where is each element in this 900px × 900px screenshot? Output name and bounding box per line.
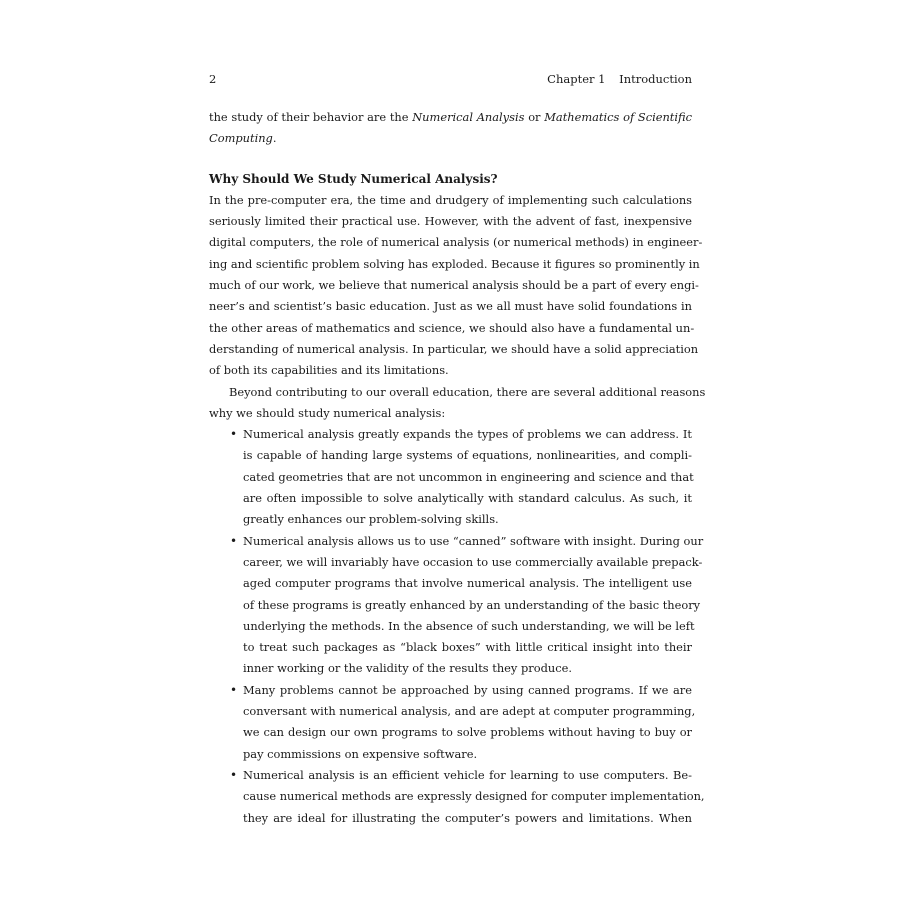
bullet-icon: •: [230, 682, 238, 697]
text-line: career, we will invariably have occasion to use commercially available prepack-: [243, 554, 703, 569]
text-line: Numerical analysis greatly expands the types of problems we can address. It: [243, 427, 692, 442]
term-computing: Computing: [209, 131, 273, 146]
bullet-icon: •: [230, 533, 238, 548]
paragraph-additional-reasons: [209, 382, 706, 425]
chapter-label: Chapter 1: [547, 72, 606, 86]
text-line: why we should study numerical analysis:: [209, 405, 446, 420]
text-line: inner working or the validity of the results they produce.: [243, 661, 572, 676]
text-line: [209, 107, 692, 128]
term-numerical-analysis: Numerical Analysis: [412, 110, 525, 124]
text-line: to treat such packages as “black boxes” with little critical insight into their: [243, 640, 692, 655]
chapter-heading: [547, 70, 692, 88]
text-span: or: [524, 110, 545, 124]
text-line: of these programs is greatly enhanced by an understanding of the basic theory: [243, 597, 701, 612]
text-line: aged computer programs that involve numerical analysis. The intelligent use: [243, 576, 692, 591]
list-item: [209, 680, 696, 765]
text-line: Numerical analysis is an efficient vehicle for learning to use computers. Be-: [243, 767, 692, 782]
text-line: digital computers, the role of numerical analysis (or numerical methods) in engineer-: [209, 235, 703, 250]
text-line: are often impossible to solve analytically with standard calculus. As such, it: [243, 491, 692, 506]
text-line: neer’s and scientist’s basic education. Just as we all must have solid foundations in: [209, 299, 692, 314]
text-line: of both its capabilities and its limitations.: [209, 363, 449, 378]
text-line: Many problems cannot be approached by using canned programs. If we are: [243, 682, 692, 697]
text-line: is capable of handing large systems of equations, nonlinearities, and compli-: [243, 448, 692, 463]
text-line: pay commissions on expensive software.: [243, 746, 478, 761]
text-line: we can design our own programs to solve problems without having to buy or: [243, 725, 692, 740]
text-line: much of our work, we believe that numerical analysis should be a part of every engi-: [209, 278, 699, 293]
text-span: .: [272, 131, 277, 146]
bullet-icon: •: [230, 427, 238, 442]
text-line: Numerical analysis allows us to use “canned” software with insight. During our: [243, 533, 704, 548]
running-head: [209, 70, 692, 88]
text-line: In the pre-computer era, the time and drudgery of implementing such calculations: [209, 192, 692, 207]
text-line: underlying the methods. In the absence of such understanding, we will be left: [243, 618, 695, 633]
text-line: cause numerical methods are expressly designed for computer implementation,: [243, 789, 705, 804]
text-line: they are ideal for illustrating the computer’s powers and limitations. When: [243, 810, 692, 825]
text-line: [209, 128, 692, 149]
text-line: Beyond contributing to our overall education, there are several additional reasons: [229, 384, 706, 399]
list-item: [209, 424, 692, 530]
text-line: conversant with numerical analysis, and are adept at computer programming,: [243, 704, 696, 719]
text-line: ing and scientific problem solving has exploded. Because it figures so prominently in: [209, 256, 700, 271]
text-line: the other areas of mathematics and science, we should also have a fundamental un-: [209, 320, 695, 335]
paragraph-pre-computer-era: [209, 190, 703, 382]
list-item: [209, 765, 705, 829]
list-item: [209, 531, 704, 680]
text-span: the study of their behavior are the: [209, 110, 413, 124]
reasons-list: [209, 424, 705, 829]
intro-paragraph: [209, 107, 692, 150]
text-line: greatly enhances our problem-solving skills.: [243, 512, 499, 527]
section-heading: Why Should We Study Numerical Analysis?: [209, 171, 498, 186]
text-line: cated geometries that are not uncommon in engineering and science and that: [243, 469, 694, 484]
term-mathematics-of-scientific: Mathematics of Scientific: [544, 110, 693, 124]
text-line: derstanding of numerical analysis. In particular, we should have a solid appreciation: [209, 341, 699, 356]
chapter-title: Introduction: [619, 72, 692, 86]
text-line: seriously limited their practical use. However, with the advent of fast, inexpensive: [209, 214, 692, 229]
book-page: [209, 70, 706, 829]
bullet-icon: •: [230, 767, 238, 782]
page-number: 2: [209, 72, 217, 86]
